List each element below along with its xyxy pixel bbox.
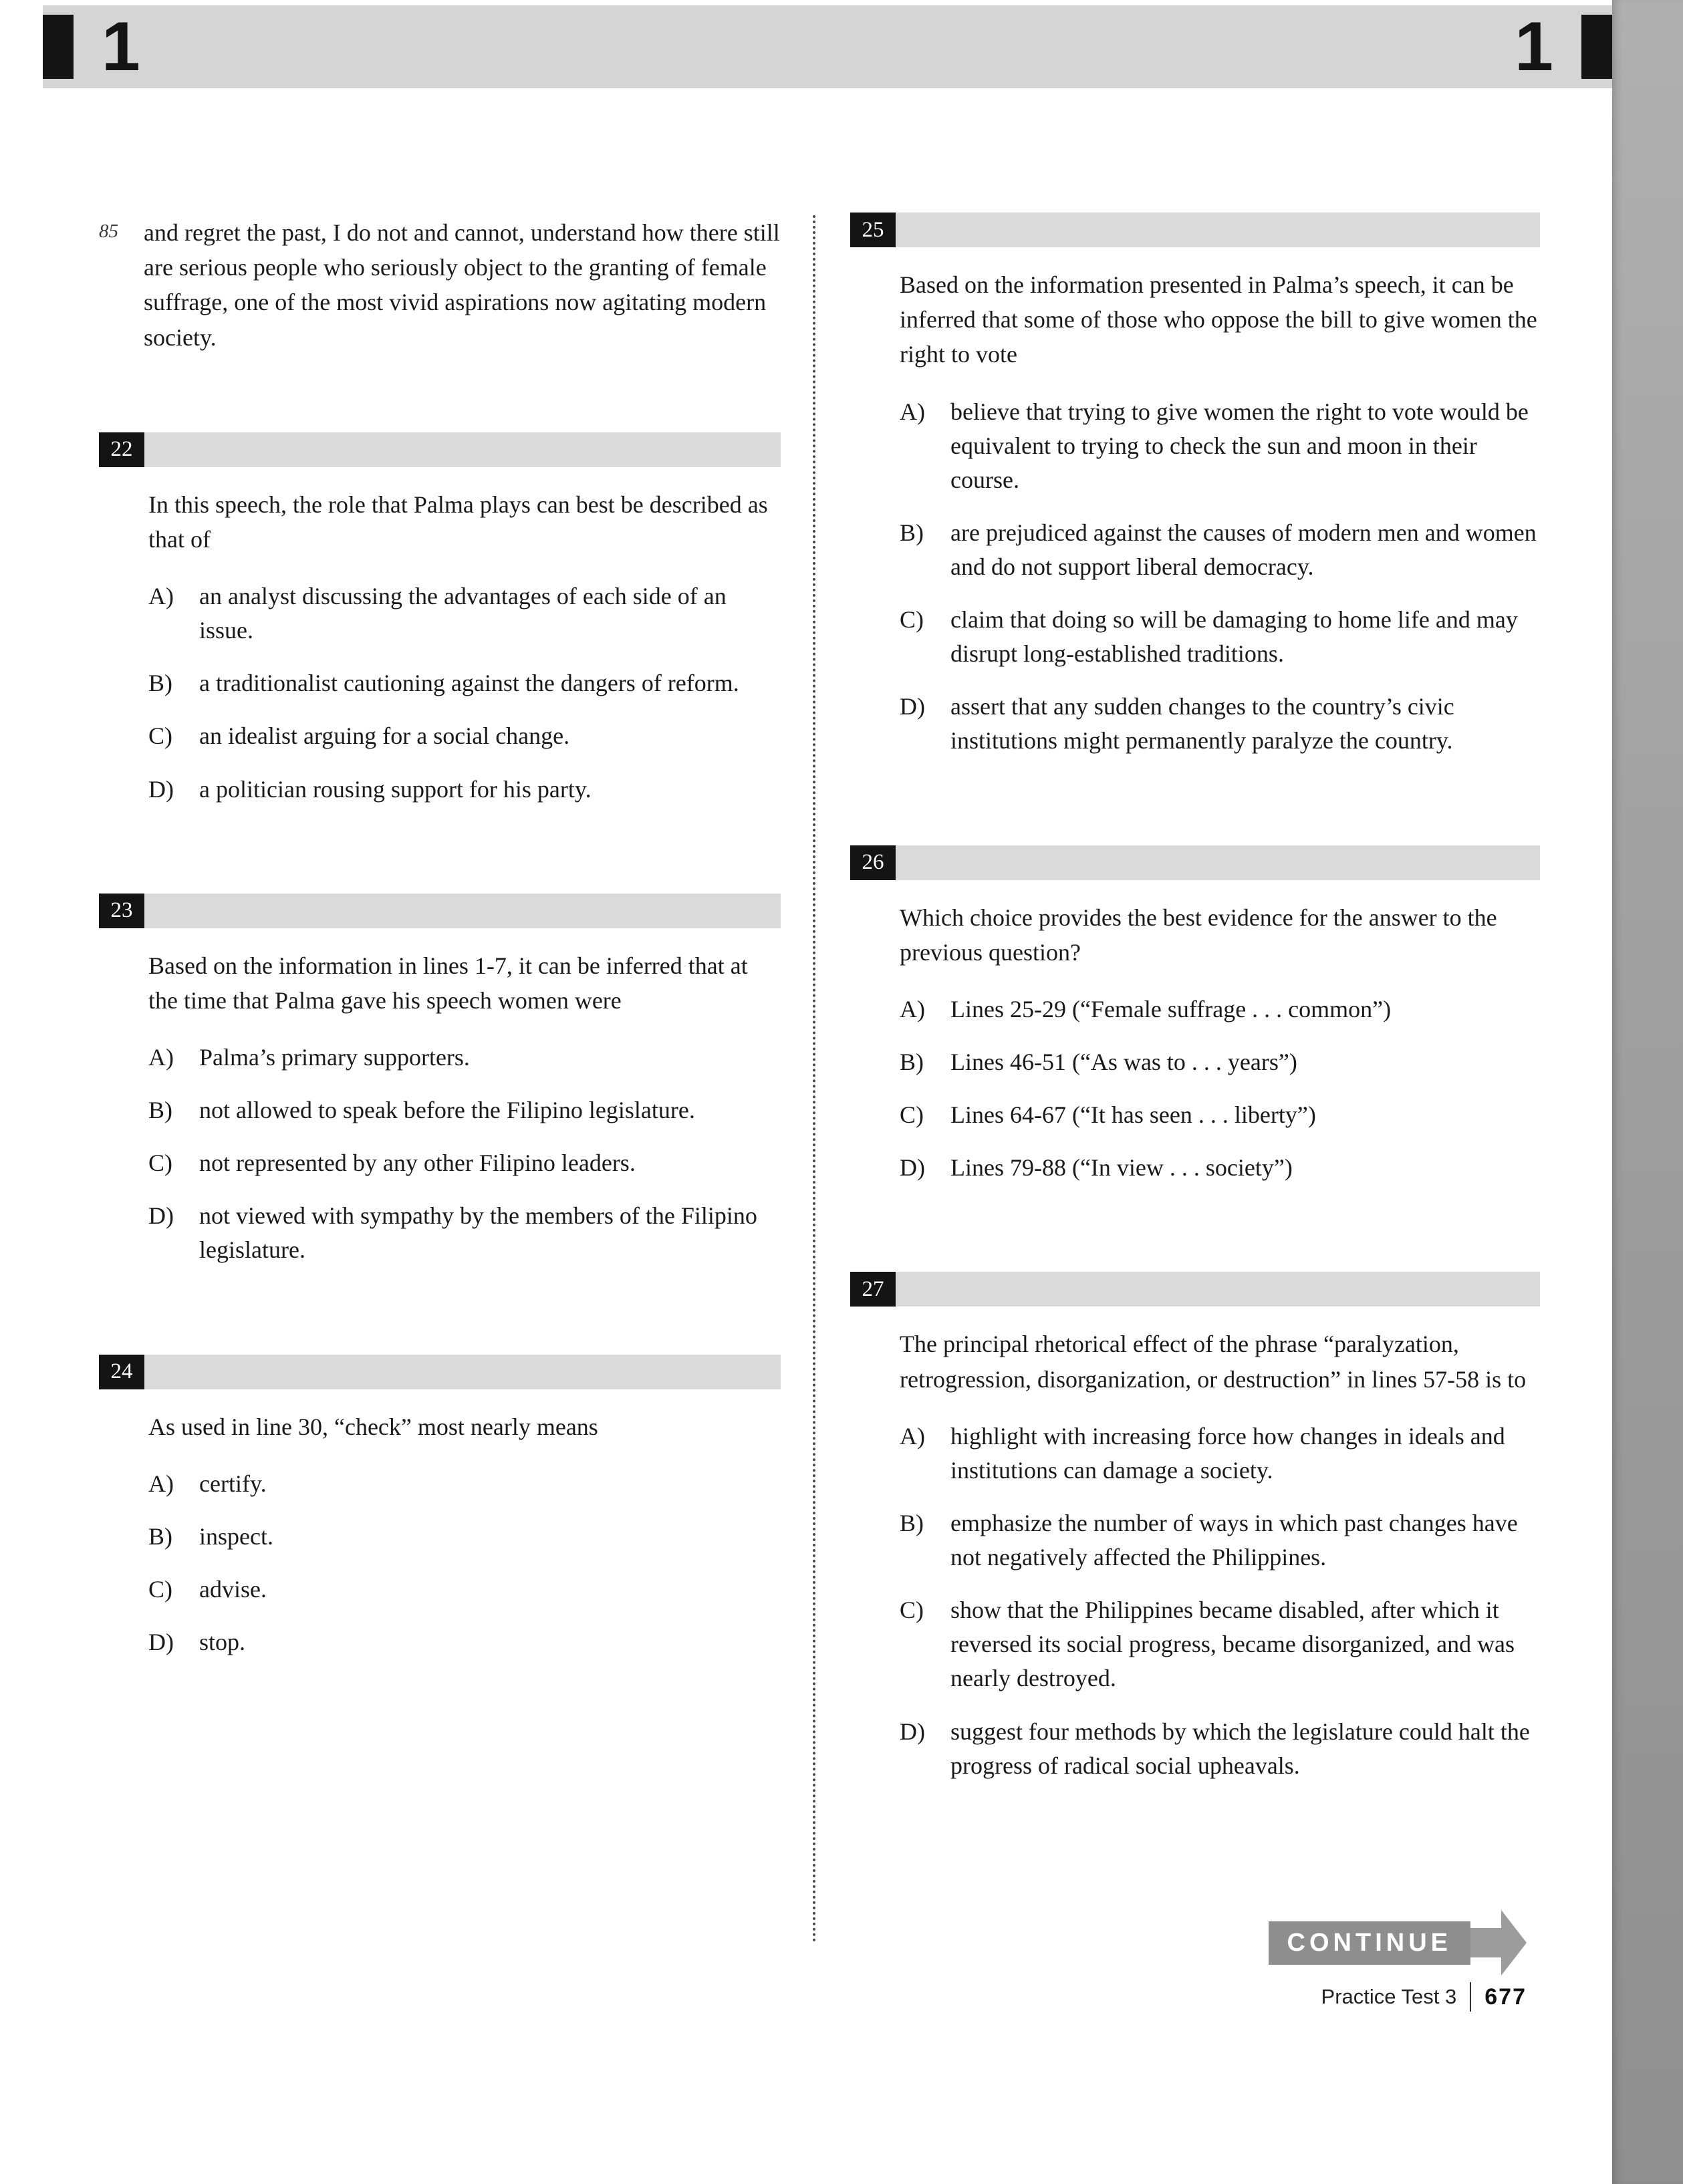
choice-text: Lines 64-67 (“It has seen . . . liberty”) [950,1101,1316,1129]
choice-B [900,1045,1540,1079]
continue-marker [1269,1910,1527,1975]
question-stem: The principal rhetorical effect of the phrase “paralyzation, retrogression, disorganization, or destruction” in lines 57-58 is to [900,1331,1527,1393]
choice-text: claim that doing so will be damaging to home life and may disrupt long-established traditions. [950,606,1518,668]
page-footer [1321,1982,1527,2012]
choice-letter: B) [900,519,924,546]
choice-text: Lines 46-51 (“As was to . . . years”) [950,1049,1297,1076]
choice-text: an analyst discussing the advantages of each side of an issue. [199,583,727,644]
choice-B [900,516,1540,584]
choice-A [900,992,1540,1027]
choice-text: Lines 25-29 (“Female suffrage . . . common”) [950,995,1392,1022]
choice-letter: D) [900,1154,925,1182]
question-number: 26 [850,845,896,880]
question-27 [850,1272,1540,1782]
question-22 [99,432,781,807]
choices [148,1041,781,1268]
choice-C [900,1098,1540,1132]
question-header-rule [144,1355,781,1389]
question-stem: In this speech, the role that Palma plays can best be described as that of [148,491,768,553]
choice-B [148,1520,781,1554]
question-stem: As used in line 30, “check” most nearly means [148,1413,598,1440]
choice-letter: B) [900,1509,924,1536]
choice-A [148,579,781,648]
choice-text: emphasize the number of ways in which past changes have not negatively affected the Philippines. [950,1509,1518,1571]
question-header-rule [144,894,781,928]
book-edge-strip [1612,0,1683,2184]
right-column [850,213,1540,1783]
choice-letter: B) [148,1097,172,1124]
column-divider-dotted [813,215,815,1943]
question-25 [850,213,1540,759]
choice-letter: C) [900,1101,924,1129]
choice-B [900,1506,1540,1575]
choice-text: inspect. [199,1522,273,1550]
passage-excerpt [99,215,781,355]
question-23 [99,894,781,1268]
question-header-bar [850,1272,1540,1307]
choice-text: believe that trying to give women the right to vote would be equivalent to trying to check the sun and moon in their course. [950,398,1529,493]
choices [900,992,1540,1185]
choice-D [900,1151,1540,1185]
choice-D [148,1199,781,1267]
section-tab-right [1581,15,1612,79]
choice-D [900,1715,1540,1783]
question-number: 24 [99,1355,144,1389]
choice-text: suggest four methods by which the legislature could halt the progress of radical social upheavals. [950,1718,1530,1779]
choices [148,1467,781,1659]
choice-D [148,1625,781,1659]
choice-letter: D) [148,1629,174,1656]
footer-divider [1470,1982,1471,2012]
choice-letter: A) [900,1422,925,1450]
choice-letter: C) [148,1576,172,1603]
choice-text: Lines 79-88 (“In view . . . society”) [950,1154,1293,1182]
choice-letter: A) [148,1044,174,1071]
question-header-rule [144,432,781,467]
choice-letter: C) [148,722,172,750]
question-26 [850,845,1540,1186]
choice-letter: C) [148,1149,172,1177]
choice-letter: A) [148,1470,174,1497]
choice-C [148,1146,781,1180]
choice-A [148,1467,781,1501]
choice-letter: A) [148,583,174,610]
passage-text: and regret the past, I do not and cannot, understand how there still are serious people who seriously object to the granting of female suffrage, one of the most vivid aspirations now agitating modern society. [144,219,780,351]
choice-text: not viewed with sympathy by the members of the Filipino legislature. [199,1202,757,1264]
choice-text: a politician rousing support for his party. [199,775,592,803]
choice-letter: A) [900,398,925,425]
choice-C [900,603,1540,671]
choice-C [148,719,781,753]
question-header-rule [896,845,1540,880]
choice-A [148,1041,781,1075]
continue-arrow-icon [1468,1910,1527,1975]
page-number: 677 [1484,1984,1527,2010]
choice-text: not represented by any other Filipino leaders. [199,1149,636,1177]
question-24 [99,1355,781,1660]
practice-test-label: Practice Test 3 [1321,1985,1457,2008]
choice-text: certify. [199,1470,267,1497]
choice-text: stop. [199,1629,246,1656]
section-number-left: 1 [102,8,140,86]
choice-text: assert that any sudden changes to the country’s civic institutions might permanently paralyze the country. [950,693,1454,755]
section-number-right: 1 [1515,8,1553,86]
choice-C [148,1573,781,1607]
question-header-bar [99,1355,781,1389]
section-marker-left [43,8,168,86]
question-header-bar [850,845,1540,880]
question-number: 23 [99,894,144,928]
question-stem: Which choice provides the best evidence for the answer to the previous question? [900,904,1497,966]
choice-text: highlight with increasing force how changes in ideals and institutions can damage a society. [950,1422,1505,1484]
choice-letter: B) [148,670,172,697]
passage-line-number: 85 [99,221,118,242]
choices [900,1419,1540,1783]
choice-letter: A) [900,995,925,1022]
question-header-bar [99,432,781,467]
question-header-bar [850,213,1540,247]
question-stem: Based on the information in lines 1-7, it can be inferred that at the time that Palma gave his speech women were [148,952,748,1014]
choice-letter: B) [148,1522,172,1550]
choice-text: advise. [199,1576,267,1603]
left-column [99,215,781,1659]
choice-text: a traditionalist cautioning against the dangers of reform. [199,670,739,697]
choice-D [900,690,1540,758]
section-marker-right [1486,8,1612,86]
question-number: 27 [850,1272,896,1307]
question-header-rule [896,213,1540,247]
choice-D [148,773,781,807]
choice-letter: B) [900,1049,924,1076]
choice-letter: D) [900,1718,925,1745]
choice-letter: D) [148,775,174,803]
choices [148,579,781,807]
choice-C [900,1593,1540,1695]
question-header-bar [99,894,781,928]
choice-letter: D) [900,693,925,720]
choice-letter: C) [900,606,924,634]
question-number: 25 [850,213,896,247]
choice-text: are prejudiced against the causes of modern men and women and do not support liberal democracy. [950,519,1537,580]
continue-label: CONTINUE [1269,1921,1470,1965]
question-header-rule [896,1272,1540,1307]
choice-A [900,1419,1540,1488]
choice-text: an idealist arguing for a social change. [199,722,570,750]
choice-B [148,1093,781,1127]
choice-letter: C) [900,1597,924,1624]
choice-text: Palma’s primary supporters. [199,1044,470,1071]
choices [900,395,1540,759]
choice-B [148,666,781,700]
choice-text: show that the Philippines became disabled, after which it reversed its social progress, became disorganized, and was nearly destroyed. [950,1597,1515,1692]
section-header-band [43,5,1612,88]
choice-letter: D) [148,1202,174,1230]
section-tab-left [43,15,74,79]
question-stem: Based on the information presented in Palma’s speech, it can be inferred that some of those who oppose the bill to give women the right to vote [900,271,1537,368]
choice-text: not allowed to speak before the Filipino legislature. [199,1097,695,1124]
question-number: 22 [99,432,144,467]
choice-A [900,395,1540,497]
